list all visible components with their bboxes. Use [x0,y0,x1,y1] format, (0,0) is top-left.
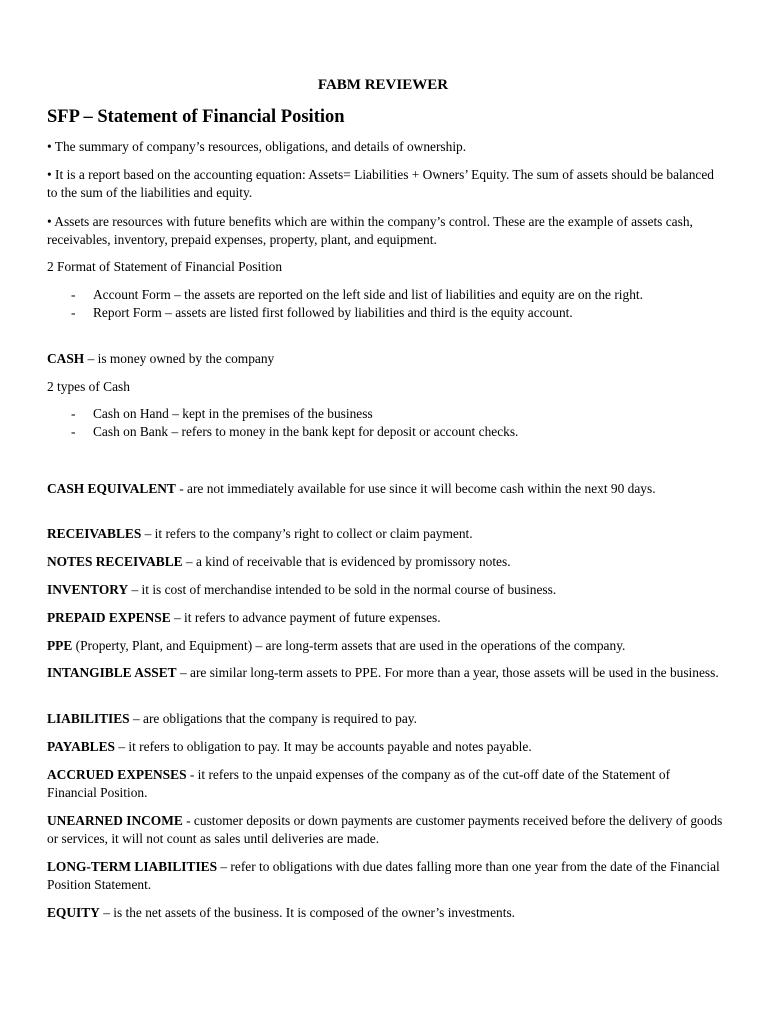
formats-heading: 2 Format of Statement of Financial Position [47,259,283,274]
definition-prepaid-expense [47,609,723,627]
cash-types-heading: 2 types of Cash [47,379,130,394]
dash-marker: - [71,287,76,302]
definition-text: – refer to obligations with due dates falling more than one year from the date of the Financial Position Statement. [47,859,720,892]
term: CASH EQUIVALENT [47,481,176,496]
definition-text: (Property, Plant, and Equipment) – are long-term assets that are used in the operations of the company. [72,638,626,653]
definition-text: – it refers to the company’s right to collect or claim payment. [141,526,473,541]
definition-text: - customer deposits or down payments are customer payments received before the delivery of goods or services, it will not count as sales until deliveries are made. [47,813,723,846]
definition-text: – are similar long-term assets to PPE. For more than a year, those assets will be used in the business. [176,665,719,680]
term: PPE [47,638,73,653]
bullet-summary: • The summary of company’s resources, obligations, and details of ownership. [47,139,467,154]
term: CASH [47,351,85,366]
definition-text: – it refers to advance payment of future expenses. [170,610,441,625]
bullet-accounting-equation: • It is a report based on the accounting equation: Assets= Liabilities + Owners’ Equity. The sum of assets should be balanced to the sum of the liabilities and equity. [47,167,714,200]
definition-inventory [47,581,723,599]
bullet-assets: • Assets are resources with future benefits which are within the company’s control. These are the example of assets cash, receivables, inventory, prepaid expenses, property, plant, and equipment. [47,214,693,247]
document-title: FABM REVIEWER [317,77,449,93]
definition-text: - are not immediately available for use since it will become cash within the next 90 days. [175,481,656,496]
definition-liabilities [47,710,723,728]
definition-text: – are obligations that the company is required to pay. [129,711,417,726]
cash-on-hand: Cash on Hand – kept in the premises of the business [93,406,373,421]
definition-notes-receivable [47,553,723,571]
formats-list [71,286,723,322]
list-item [71,286,723,304]
definition-ppe [47,637,723,655]
definition-cash [47,350,723,368]
definition-text: – it is cost of merchandise intended to be sold in the normal course of business. [128,582,557,597]
dash-marker: - [71,305,76,320]
format-account-form: Account Form – the assets are reported on the left side and list of liabilities and equity are on the right. [93,287,643,302]
definition-text: - it refers to the unpaid expenses of the company as of the cut-off date of the Statement of Financial Position. [47,767,671,800]
cash-on-bank: Cash on Bank – refers to money in the bank kept for deposit or account checks. [93,424,519,439]
list-item [71,304,723,322]
section-title: SFP – Statement of Financial Position [47,107,345,127]
term: EQUITY [47,905,100,920]
definition-long-term-liabilities [47,858,723,894]
term: PREPAID EXPENSE [47,610,171,625]
term: LONG-TERM LIABILITIES [47,859,218,874]
definition-accrued-expenses [47,766,723,802]
format-report-form: Report Form – assets are listed first followed by liabilities and third is the equity account. [93,305,573,320]
definition-text: – it refers to obligation to pay. It may be accounts payable and notes payable. [114,739,532,754]
cash-types-list [71,405,723,441]
definition-payables [47,738,723,756]
definition-equity [47,904,723,922]
definition-text: – is money owned by the company [84,351,275,366]
term: UNEARNED INCOME [47,813,183,828]
term: NOTES RECEIVABLE [47,554,183,569]
term: INVENTORY [47,582,129,597]
definition-cash-equivalent [47,480,723,498]
term: INTANGIBLE ASSET [47,665,177,680]
term: RECEIVABLES [47,526,142,541]
term: LIABILITIES [47,711,130,726]
term: PAYABLES [47,739,115,754]
definition-intangible-asset [47,664,723,682]
definition-receivables [47,525,723,543]
definition-unearned-income [47,812,723,848]
dash-marker: - [71,424,76,439]
definition-text: – a kind of receivable that is evidenced by promissory notes. [182,554,511,569]
dash-marker: - [71,406,76,421]
term: ACCRUED EXPENSES [47,767,187,782]
definition-text: – is the net assets of the business. It is composed of the owner’s investments. [99,905,516,920]
list-item [71,405,723,423]
list-item [71,423,723,441]
